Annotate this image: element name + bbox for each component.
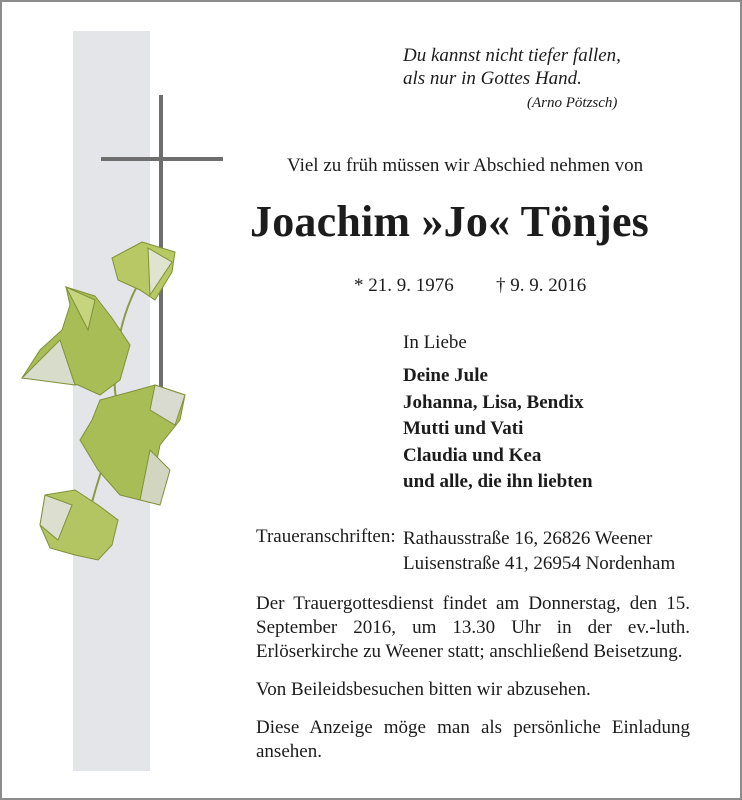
service-paragraph: Der Trauergottesdienst findet am Donnerstag, den 15. September 2016, um 13.30 Uhr in der ev.-luth. Erlöserkirche zu Weener statt; anschließend Beisetzung.: [256, 593, 690, 662]
death-date: † 9. 9. 2016: [496, 275, 587, 296]
mourner: Claudia und Kea: [403, 444, 542, 466]
mourner: Deine Jule: [403, 365, 488, 386]
address-line: Rathausstraße 16, 26826 Weener: [403, 528, 653, 549]
mourner: Mutti und Vati: [403, 418, 524, 439]
addresses-list: [403, 526, 675, 576]
quote: [403, 44, 621, 90]
mourner: Johanna, Lisa, Bendix: [403, 391, 584, 413]
address-line: Luisenstraße 41, 26954 Nordenham: [403, 553, 676, 574]
intro-text: Viel zu früh müssen wir Abschied nehmen von: [287, 155, 644, 176]
deceased-name: Joachim »Jo« Tönjes: [250, 197, 650, 246]
birth-date: * 21. 9. 1976: [354, 275, 454, 296]
in-love-label: In Liebe: [403, 332, 467, 353]
addresses-label: Traueranschriften:: [256, 526, 396, 547]
mourners-list: [403, 363, 593, 496]
quote-line-2: als nur in Gottes Hand.: [403, 68, 582, 89]
invitation-paragraph: Diese Anzeige möge man als persönliche Einladung ansehen.: [256, 717, 690, 762]
condolence-paragraph: Von Beileidsbesuchen bitten wir abzusehen.: [256, 679, 591, 700]
quote-line-1: Du kannst nicht tiefer fallen,: [403, 45, 621, 66]
mourner: und alle, die ihn liebten: [403, 471, 593, 492]
quote-author: (Arno Pötzsch): [527, 95, 618, 111]
